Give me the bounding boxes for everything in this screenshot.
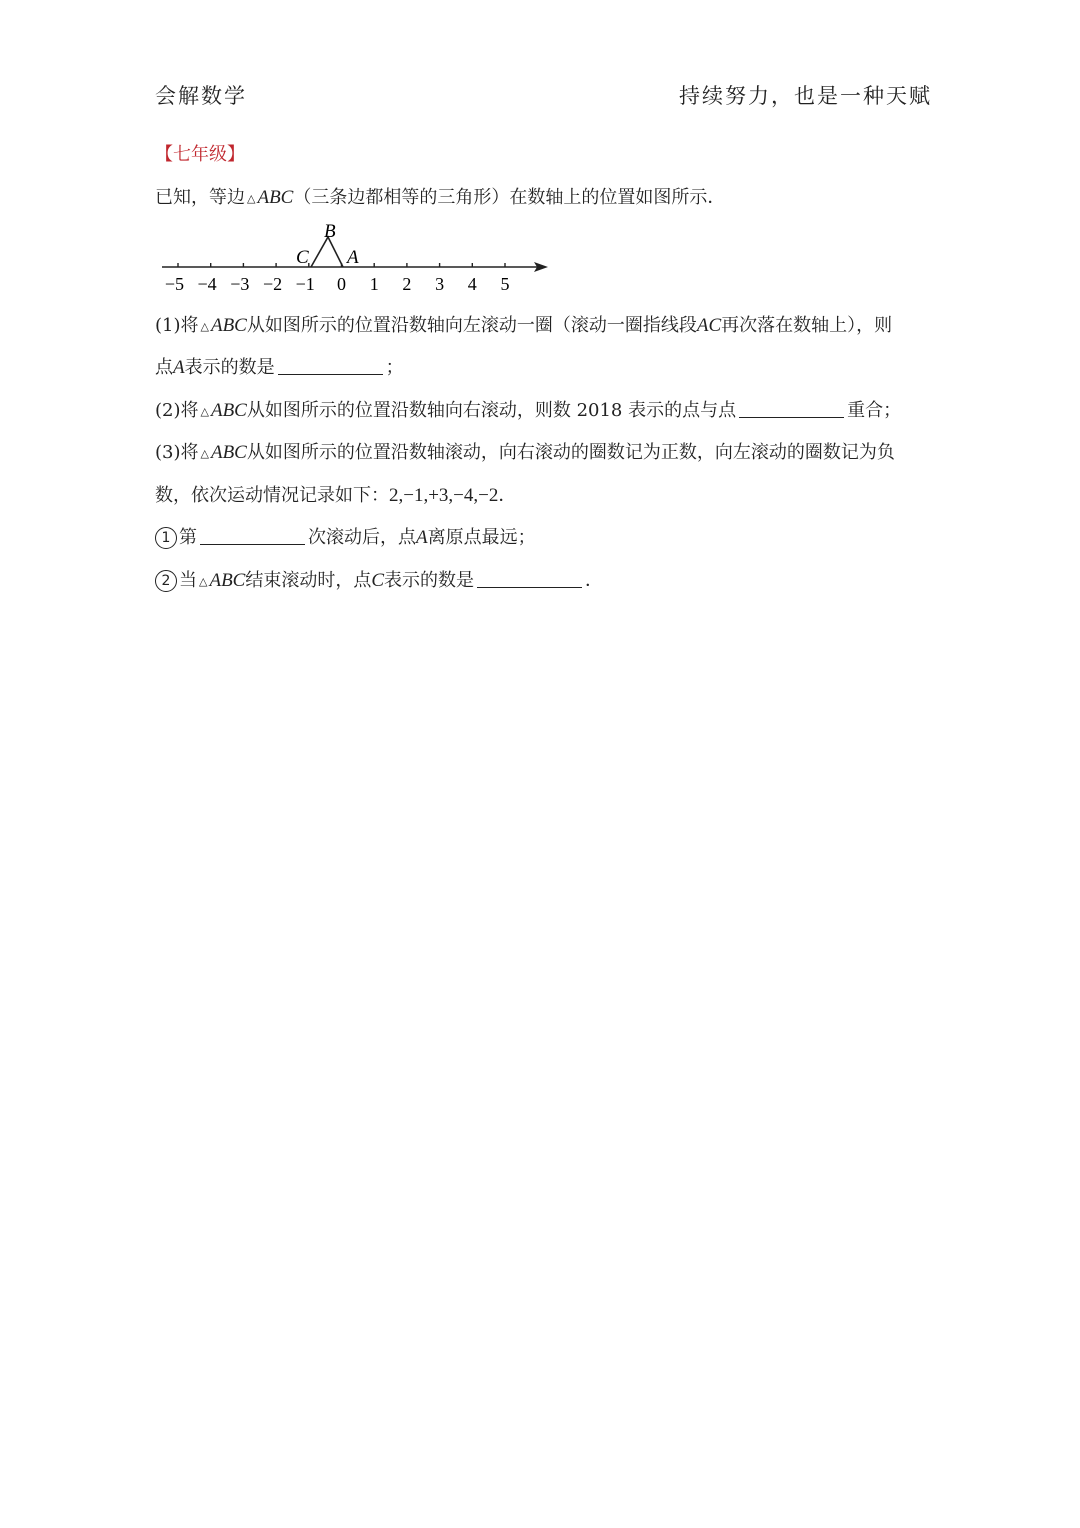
q1-number: (1) [155, 315, 181, 336]
header-left-title: 会解数学 [155, 84, 247, 108]
triangle-symbol: △ [200, 405, 209, 418]
q3-text-1: 将 [180, 442, 199, 463]
tick-label: 2 [402, 274, 412, 294]
number-line-figure [150, 212, 560, 296]
q3-number: (3) [155, 442, 181, 463]
q2-number: (2) [155, 400, 181, 421]
tick-label: 4 [467, 274, 477, 294]
sub2-text-2: 结束滚动时，点 [245, 570, 372, 591]
q1-end: ； [385, 357, 404, 378]
q3-abc: ABC [210, 442, 247, 463]
q1-abc: ABC [210, 315, 247, 336]
tick-label: 0 [337, 274, 346, 294]
label-a: A [347, 247, 359, 268]
q1-line2-text-b: 表示的数是 [184, 357, 275, 378]
intro-text-after: （三条边都相等的三角形）在数轴上的位置如图所示． [293, 187, 726, 208]
answer-blank-2[interactable] [739, 399, 844, 418]
q2-abc: ABC [210, 400, 247, 421]
sub2-abc: ABC [209, 570, 246, 591]
triangle-symbol: △ [200, 320, 209, 333]
question-3-line-2 [155, 481, 516, 507]
sub2-point-c: C [371, 570, 385, 591]
sub-question-1 [155, 523, 536, 549]
q1-text-3: 再次落在数轴上），则 [721, 315, 893, 336]
triangle-symbol: △ [199, 575, 208, 588]
grade-tag: 【七年级】 [155, 144, 245, 165]
sub1-text-2: 次滚动后，点 [308, 527, 416, 548]
tick-label: 1 [369, 274, 379, 294]
question-1-line-1 [155, 311, 892, 337]
problem-intro [155, 183, 725, 209]
header-right-slogan: 持续努力，也是一种天赋 [679, 84, 932, 108]
answer-blank-1[interactable] [278, 356, 383, 375]
tick-label: −1 [295, 274, 315, 294]
q2-text-2: 从如图所示的位置沿数轴向右滚动，则数 2018 表示的点与点 [246, 400, 737, 421]
q3-text-2: 从如图所示的位置沿数轴滚动，向右滚动的圈数记为正数，向左滚动的圈数记为负 [246, 442, 895, 463]
tick-label: −5 [164, 274, 184, 294]
sub-question-2 [155, 566, 603, 592]
tick-label: −3 [230, 274, 250, 294]
sub2-text-3: 表示的数是 [384, 570, 475, 591]
answer-blank-3[interactable] [200, 526, 305, 545]
q2-text-1: 将 [180, 400, 199, 421]
q3-end: ． [498, 485, 517, 506]
intro-abc: ABC [257, 187, 294, 208]
q1-line2-text-a: 点 [155, 357, 173, 378]
triangle-symbol: △ [247, 192, 256, 205]
sub2-end: ． [585, 570, 604, 591]
tick-label: 3 [435, 274, 445, 294]
sub1-text-3: 离原点最远； [427, 527, 536, 548]
label-c: C [296, 247, 309, 268]
q1-text-2: 从如图所示的位置沿数轴向左滚动一圈（滚动一圈指线段 [246, 315, 697, 336]
label-b: B [324, 221, 336, 242]
circled-number-1: 1 [155, 527, 177, 549]
tick-label: −4 [197, 274, 217, 294]
tick-label: −2 [262, 274, 283, 294]
answer-blank-4[interactable] [477, 569, 582, 588]
q2-end: 重合； [847, 400, 902, 421]
q1-point-a: A [173, 357, 185, 378]
tick-label: 5 [500, 274, 510, 294]
sub1-point-a: A [416, 527, 428, 548]
question-1-line-2 [155, 353, 404, 379]
sub2-text-1: 当 [179, 570, 197, 591]
intro-text-before: 已知，等边 [155, 187, 245, 208]
q1-text-1: 将 [180, 315, 199, 336]
q3-line2-text: 数，依次运动情况记录如下： [155, 485, 389, 506]
triangle-symbol: △ [200, 447, 209, 460]
question-3-line-1 [155, 438, 895, 464]
q1-ac: AC [696, 315, 722, 336]
sub1-text-1: 第 [179, 527, 197, 548]
question-2 [155, 396, 901, 422]
circled-number-2: 2 [155, 570, 177, 592]
q3-sequence: 2,−1,+3,−4,−2 [389, 485, 499, 506]
